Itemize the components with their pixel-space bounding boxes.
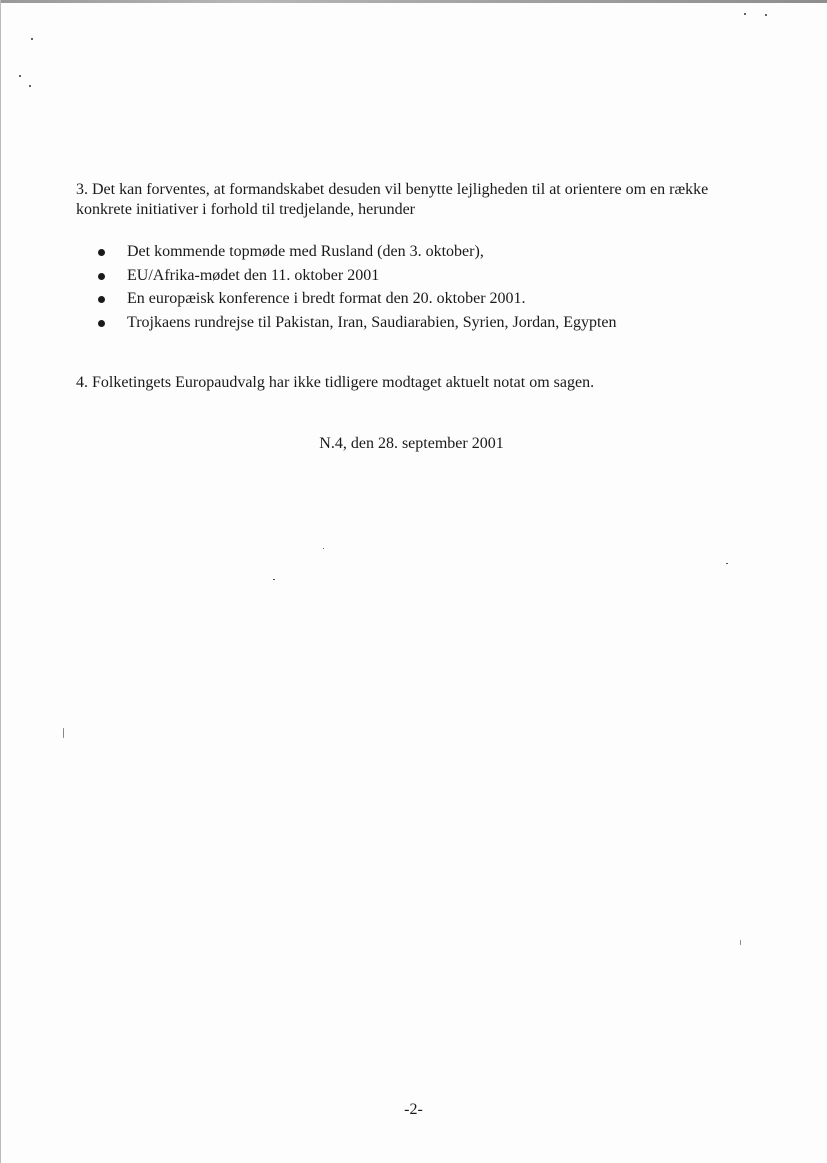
paragraph-3: 3. Det kan forventes, at formandskabet desuden vil benytte lejligheden til at orientere om en række konkrete initiativer i forhold til tredjelande, herunder [76,181,709,218]
scan-speck [765,14,767,16]
list-item-text: EU/Afrika-mødet den 11. oktober 2001 [127,266,380,284]
list-item [97,242,617,266]
list-item [97,266,617,290]
list-item-text: En europæisk konference i bredt format den 20. oktober 2001. [127,290,526,307]
scan-speck [63,728,64,738]
bullet-icon [98,320,105,327]
scan-top-edge [0,0,827,3]
scan-left-edge [0,0,1,1163]
dateline [0,434,827,454]
scan-speck [726,563,728,564]
dateline-text: N.4, den 28. september 2001 [319,435,504,452]
bullet-icon [98,273,105,280]
scan-speck [31,38,33,40]
scan-speck [19,75,21,77]
page-number: -2- [404,1101,423,1118]
scan-speck [273,579,275,580]
list-item-text: Trojkaens rundrejse til Pakistan, Iran, Saudiarabien, Syrien, Jordan, Egypten [127,313,617,331]
list-item [97,289,617,313]
list-item-text: Det kommende topmøde med Rusland (den 3. oktober), [127,243,484,260]
list-item [97,313,617,337]
bullet-icon [98,296,105,303]
scan-speck [29,85,31,87]
scan-speck [740,940,741,945]
scan-speck [744,13,746,15]
scan-speck [323,548,324,549]
initiatives-list [97,242,617,336]
paragraph-4: 4. Folketingets Europaudvalg har ikke tidligere modtaget aktuelt notat om sagen. [76,374,595,391]
bullet-icon [98,249,105,256]
